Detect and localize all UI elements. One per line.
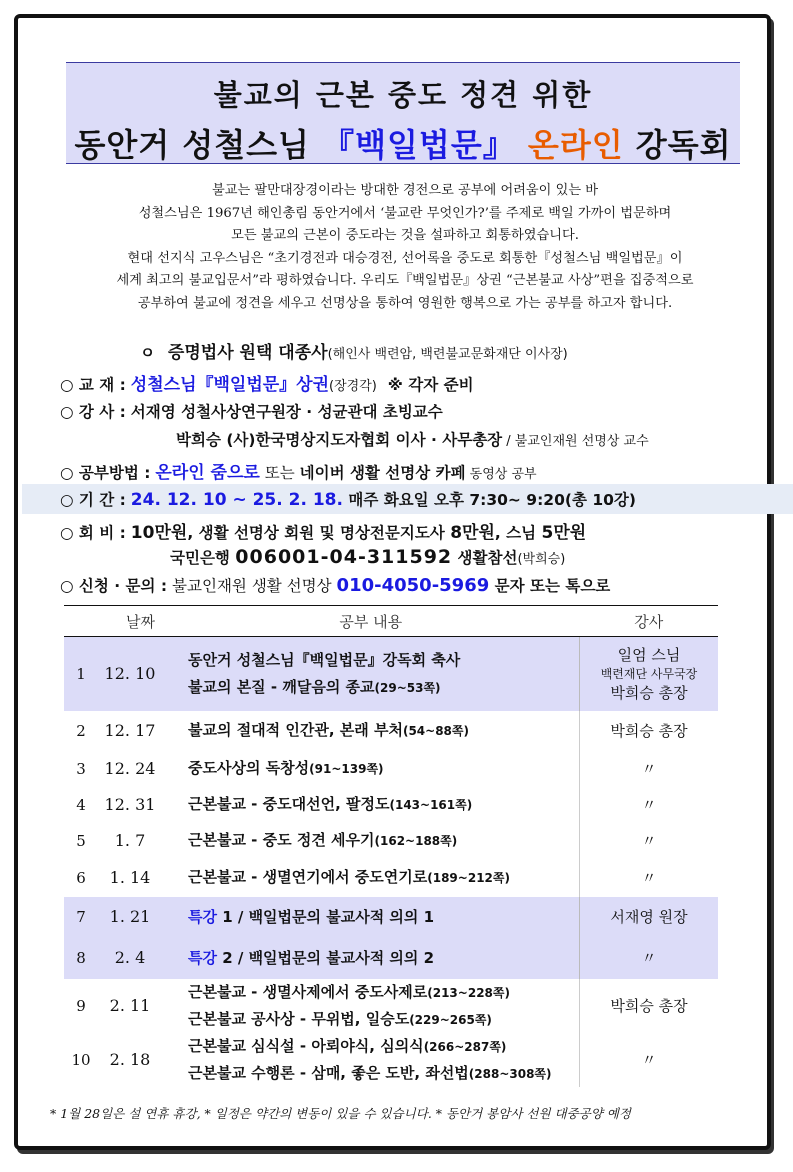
- method-online: 온라인 줌으로: [155, 463, 260, 483]
- intro-line: 모든 불교의 근본이 중도라는 것을 설파하고 회통하였습니다.: [231, 228, 579, 244]
- table-row: [64, 979, 718, 1033]
- title-part-d: 강독회: [623, 126, 732, 164]
- teacher: 박희승 총장: [610, 996, 688, 1015]
- fee-monk-amount: 5만원: [541, 523, 587, 543]
- row-teacher: [580, 859, 719, 897]
- row-content: [162, 1033, 580, 1087]
- content-text: 불교의 본질 - 깨달음의 종교: [188, 677, 375, 696]
- title-line1: 불교의 근본 중도 정견 위한: [213, 78, 593, 112]
- header-teacher: 강사: [580, 606, 719, 637]
- content-text: 근본불교 - 중도대선언, 팔정도: [188, 795, 390, 813]
- row-content: [162, 787, 580, 823]
- row-number: 2: [76, 721, 86, 740]
- witness-mark: ㅇ: [140, 344, 155, 362]
- row-number: 9: [76, 996, 86, 1015]
- contact-phone: 010-4050-5969: [336, 575, 490, 596]
- content-pages: (91~139쪽): [309, 762, 384, 776]
- contact-method: 문자 또는 톡으로: [489, 577, 611, 595]
- title-online: 온라인: [515, 126, 624, 164]
- method-cafe: 네이버 생활 선명상 카페: [299, 464, 466, 482]
- row-date: 2. 11: [109, 996, 151, 1015]
- method-video: 동영상 공부: [465, 467, 537, 482]
- intro-text: [60, 180, 750, 316]
- teacher: 〃: [641, 1050, 657, 1069]
- row-date: 12. 17: [104, 721, 156, 740]
- row-teacher: [580, 751, 719, 787]
- fee-main: 10만원: [130, 523, 188, 543]
- lecturer2-title: (사)한국명상지도자협회 이사 · 사무총장: [226, 431, 503, 449]
- teacher: 박희승 총장: [610, 683, 688, 702]
- table-row: [64, 859, 718, 897]
- table-row: [64, 897, 718, 937]
- bank-holder-name: (박희승): [517, 552, 566, 567]
- content-text: 1 / 백일법문의 불교사적 의의 1: [216, 907, 435, 926]
- row-content: [162, 897, 580, 937]
- content-text: 불교의 절대적 인간관, 본래 부처: [188, 721, 403, 739]
- teacher: 〃: [641, 759, 657, 778]
- header-date: 날짜: [64, 606, 162, 637]
- row-date: 1. 14: [109, 868, 151, 887]
- content-pages: (266~287쪽): [423, 1039, 507, 1054]
- row-content: [162, 637, 580, 711]
- row-date: 1. 21: [98, 897, 162, 937]
- period-count: (총 10강): [564, 491, 636, 509]
- lecturer2-row: [176, 428, 649, 450]
- intro-line: 성철스님은 1967년 해인총림 동안거에서 ‘불교란 무엇인가?’를 주제로 백일 가까이 법문하며: [138, 205, 672, 221]
- bank-row: [170, 546, 565, 568]
- row-number: 5: [76, 831, 86, 850]
- row-teacher: [580, 897, 719, 937]
- teacher: 〃: [641, 948, 657, 967]
- row-teacher: [580, 937, 719, 979]
- row-content: [162, 711, 580, 751]
- intro-line: 세계 최고의 불교입문서”라 평하였습니다. 우리도『백일법문』상권 “근본불교 사상”편을 집중적으로: [116, 273, 694, 289]
- content-pages: (54~88쪽): [402, 724, 469, 738]
- row-teacher: [580, 637, 719, 711]
- witness: 증명법사 원택 대종사: [167, 343, 328, 363]
- row-number: 1: [64, 637, 98, 711]
- fee-member-amount: 8만원: [450, 523, 495, 543]
- teacher: 일엄 스님: [617, 645, 681, 664]
- period: 24. 12. 10 ~ 25. 2. 18.: [130, 490, 343, 510]
- teacher-title: 백련재단 사무국장: [600, 666, 698, 681]
- period-time: 매주 화요일 오후 7:30~ 9:20: [342, 491, 565, 509]
- fee-label: ○ 회 비 :: [60, 524, 126, 542]
- teacher: 〃: [641, 795, 657, 814]
- fee-row: [60, 518, 586, 543]
- content-pages: (229~265쪽): [409, 1012, 492, 1027]
- textbook-label: ○ 교 재 :: [60, 376, 126, 394]
- contact-label: ○ 신청 · 문의 :: [60, 577, 168, 595]
- row-content: [162, 751, 580, 787]
- bank-account: 006001-04-311592: [235, 546, 453, 568]
- content-pages: (29~53쪽): [374, 680, 441, 695]
- row-content: [162, 937, 580, 979]
- schedule-table: [64, 605, 718, 1087]
- row-number: 6: [76, 868, 86, 887]
- row-teacher: [580, 787, 719, 823]
- contact-org: 불교인재원 생활 선명상: [167, 577, 337, 595]
- table-row: [64, 937, 718, 979]
- row-date: 12. 10: [98, 637, 162, 711]
- table-row: [64, 787, 718, 823]
- row-number: 7: [64, 897, 98, 937]
- row-date: 2. 18: [109, 1050, 151, 1069]
- content-text: 근본불교 심식설 - 아뢰야식, 심의식: [188, 1036, 424, 1055]
- header-content: 공부 내용: [162, 606, 580, 637]
- bank-holder: 생활참선: [452, 549, 518, 567]
- table-row: [64, 751, 718, 787]
- title-box: [66, 62, 740, 164]
- witness-row: [140, 338, 568, 363]
- footer-note: * 1월 28일은 설 연휴 휴강, * 일정은 약간의 변동이 있을 수 있습니다. * 동안거 봉암사 선원 대중공양 예정: [50, 1106, 631, 1121]
- lecturer2-name: 박희승: [176, 431, 227, 449]
- bank-name: 국민은행: [170, 549, 236, 567]
- row-teacher: [580, 1033, 719, 1087]
- textbook-row: [60, 370, 474, 395]
- row-teacher: [580, 823, 719, 859]
- lecturer-row: [60, 400, 443, 422]
- content-text: 근본불교 - 생멸사제에서 중도사제로: [188, 982, 428, 1001]
- method-or: 또는: [259, 464, 300, 482]
- content-text: 2 / 백일법문의 불교사적 의의 2: [216, 948, 435, 967]
- lecturer2-extra: / 불교인재원 선명상 교수: [502, 434, 649, 449]
- row-content: [162, 823, 580, 859]
- table-row: [64, 823, 718, 859]
- content-text: 근본불교 수행론 - 삼매, 좋은 도반, 좌선법: [188, 1063, 469, 1082]
- row-teacher: [580, 979, 719, 1033]
- intro-line: 공부하여 불교에 정견을 세우고 선명상을 통하여 영원한 행복으로 가는 공부를 하고자 합니다.: [137, 295, 673, 311]
- textbook: 성철스님『백일법문』상권: [130, 375, 330, 395]
- title-part-a: 동안거 성철스님: [74, 126, 323, 164]
- teacher: 서재영 원장: [610, 907, 688, 926]
- row-date: 12. 31: [104, 795, 156, 814]
- table-row: [64, 711, 718, 751]
- content-pages: (288~308쪽): [468, 1066, 552, 1081]
- row-number: 8: [64, 937, 98, 979]
- teacher: 〃: [641, 868, 657, 887]
- period-row: [60, 488, 636, 510]
- content-pages: (162~188쪽): [374, 834, 458, 848]
- row-teacher: [580, 711, 719, 751]
- fee-monk: , 스님: [494, 524, 542, 542]
- table-row: [64, 1033, 718, 1087]
- contact-row: [60, 574, 610, 596]
- textbook-publisher: (장경각): [329, 379, 377, 394]
- row-content: [162, 859, 580, 897]
- row-date: 2. 4: [98, 937, 162, 979]
- intro-line: 불교는 팔만대장경이라는 방대한 경전으로 공부에 어려움이 있는 바: [211, 183, 599, 198]
- table-header: [64, 606, 718, 637]
- textbook-note: ※ 각자 준비: [387, 376, 474, 394]
- row-number: 3: [76, 759, 86, 778]
- content-text: 중도사상의 독창성: [188, 759, 310, 777]
- lecturer-label: ○ 강 사 :: [60, 403, 126, 421]
- method-label: ○ 공부방법 :: [60, 464, 151, 482]
- intro-line: 현대 선지식 고우스님은 “초기경전과 대승경전, 선어록을 중도로 회통한『성철스님 백일법문』이: [127, 250, 683, 266]
- title-line2: [66, 120, 740, 166]
- title-book: 『백일법문』: [322, 126, 516, 164]
- special-label: 특강: [188, 907, 217, 926]
- content-text: 동안거 성철스님『백일법문』강독회 축사: [188, 650, 461, 669]
- content-text: 근본불교 공사상 - 무위법, 일승도: [188, 1009, 410, 1028]
- lecturer1: 서재영 성철사상연구원장 · 성균관대 초빙교수: [130, 403, 443, 421]
- content-pages: (213~228쪽): [427, 985, 510, 1000]
- content-pages: (189~212쪽): [427, 871, 510, 885]
- content-pages: (143~161쪽): [389, 798, 473, 812]
- row-content: [162, 979, 580, 1033]
- content-text: 근본불교 - 생멸연기에서 중도연기로: [188, 868, 428, 886]
- table-row: [64, 637, 718, 711]
- row-date: 1. 7: [114, 831, 146, 850]
- content-text: 근본불교 - 중도 정견 세우기: [188, 831, 375, 849]
- row-date: 12. 24: [104, 759, 156, 778]
- row-number: 10: [71, 1050, 91, 1069]
- teacher: 박희승 총장: [610, 721, 688, 740]
- fee-member: , 생활 선명상 회원 및 명상전문지도사: [187, 524, 451, 542]
- row-number: 4: [76, 795, 86, 814]
- method-row: [60, 458, 537, 483]
- period-label: ○ 기 간 :: [60, 491, 126, 509]
- teacher: 〃: [641, 831, 657, 850]
- witness-note: (해인사 백련암, 백련불교문화재단 이사장): [327, 347, 568, 362]
- special-label: 특강: [188, 948, 217, 967]
